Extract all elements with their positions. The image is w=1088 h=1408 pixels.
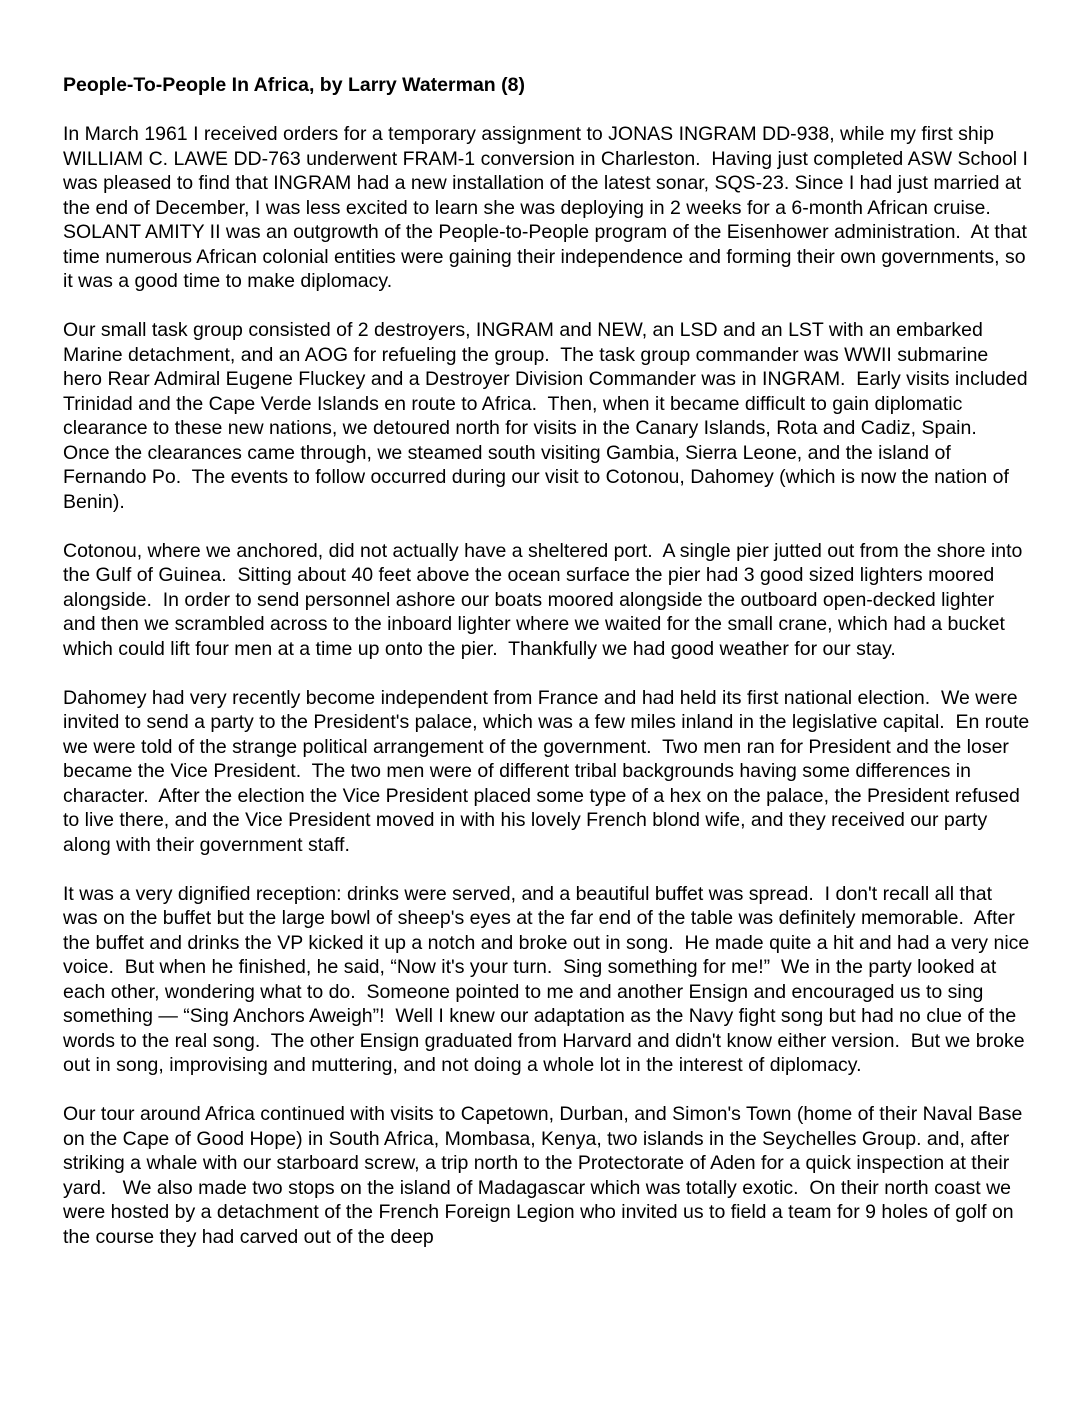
paragraph-task-group: Our small task group consisted of 2 destroyers, INGRAM and NEW, an LSD and an LST with an embarked Marine detachment, and an AOG for refueling the group. The task group commander was WWII submarine hero Rear Admiral Eugene Fluckey and a Destroyer Division Commander was in INGRAM. Early visits included Trinidad and the Cape Verde Islands en route to Africa. Then, when it became difficult to gain diplomatic clearance to these new nations, we detoured north for visits in the Canary Islands, Rota and Cadiz, Spain. Once the clearances came through, we steamed south visiting Gambia, Sierra Leone, and the island of Fernando Po. The events to follow occurred during our visit to Cotonou, Dahomey (which is now the nation of Benin).	[63, 319, 1033, 513]
paragraph-dahomey-election: Dahomey had very recently become independent from France and had held its first national election. We were invited to send a party to the President's palace, which was a few miles inland in the legislative capital. En route we were told of the strange political arrangement of the government. Two men ran for President and the loser became the Vice President. The two men were of different tribal backgrounds having some differences in character. After the election the Vice President placed some type of a hex on the palace, the President refused to live there, and the Vice President moved in with his lovely French blond wife, and they received our party along with their government staff.	[63, 686, 1035, 856]
paragraph-orders-assignment: In March 1961 I received orders for a temporary assignment to JONAS INGRAM DD-938, while my first ship WILLIAM C. LAWE DD-763 underwent FRAM-1 conversion in Charleston. Having just completed ASW School I was pleased to find that INGRAM had a new installation of the latest sonar, SQS-23. Since I had just married at the end of December, I was less excited to learn she was deploying in 2 weeks for a 6-month African cruise. SOLANT AMITY II was an outgrowth of the People-to-People program of the Eisenhower administration. At that time numerous African colonial entities were gaining their independence and forming their own governments, so it was a good time to make diplomacy.	[63, 123, 1034, 292]
paragraph-cotonou-pier: Cotonou, where we anchored, did not actually have a sheltered port. A single pier jutted out from the shore into the Gulf of Guinea. Sitting about 40 feet above the ocean surface the pier had 3 good sized lighters moored alongside. In order to send personnel ashore our boats moored alongside the outboard open-decked lighter and then we scrambled across to the inboard lighter where we waited for the small crane, which had a bucket which could lift four men at a time up onto the pier. Thankfully we had good weather for our stay.	[63, 539, 1028, 660]
document-title: People-To-People In Africa, by Larry Waterman (8)	[63, 74, 525, 96]
paragraph-africa-tour: Our tour around Africa continued with visits to Capetown, Durban, and Simon's Town (home of their Naval Base on the Cape of Good Hope) in South Africa, Mombasa, Kenya, two islands in the Seychelles Group. and, after striking a whale with our starboard screw, a trip north to the Protectorate of Aden for a quick inspection at their yard. We also made two stops on the island of Madagascar which was totally exotic. On their north coast we were hosted by a detachment of the French Foreign Legion who invited us to field a team for 9 holes of golf on the course they had carved out of the deep	[63, 1103, 1028, 1248]
paragraph-reception-singing: It was a very dignified reception: drinks were served, and a beautiful buffet was spread. I don't recall all that was on the buffet but the large bowl of sheep's eyes at the far end of the table was definitely memorable. After the buffet and drinks the VP kicked it up a notch and broke out in song. He made quite a hit and had a very nice voice. But when he finished, he said, “Now it's your turn. Sing something for me!” We in the party looked at each other, wondering what to do. Someone pointed to me and another Ensign and encouraged us to sing something — “Sing Anchors Aweigh”! Well I knew our adaptation as the Navy fight song but had no clue of the words to the real song. The other Ensign graduated from Harvard and didn't know either version. But we broke out in song, improvising and muttering, and not doing a whole lot in the interest of diplomacy.	[63, 882, 1035, 1076]
